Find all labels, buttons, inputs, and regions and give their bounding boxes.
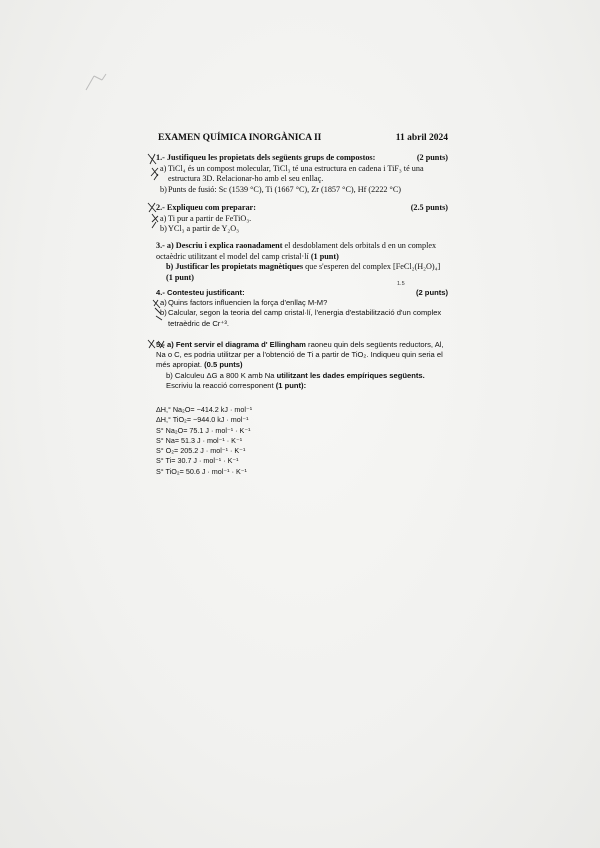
- question-3: [156, 241, 448, 283]
- item-letter: b): [160, 224, 167, 233]
- pen-tick-marks-q4: [150, 296, 168, 322]
- question-5b-text: Calculeu ΔG a 800 K amb Na: [174, 370, 277, 380]
- data-line: ΔH,° TiO₂= −944.0 kJ · mol⁻¹: [156, 415, 249, 425]
- item-text: Calcular, segon la teoria del camp cristal·lí, l'energia d'estabilització d'un complex tetraèdric de Cr⁺³.: [168, 308, 442, 328]
- question-5b-text2: Escriviu la reacció corresponent: [166, 380, 276, 390]
- data-line: S° O₂= 205.2 J · mol⁻¹ · K⁻¹: [156, 446, 246, 456]
- question-3a-points: (1 punt): [310, 251, 339, 261]
- question-1-title: 1.- Justifiqueu les propietats dels següents grups de compostos:: [156, 153, 376, 162]
- exam-title: EXAMEN QUÍMICA INORGÀNICA II: [158, 133, 322, 143]
- question-5b-points: (1 punt):: [275, 380, 307, 390]
- item-letter: b): [160, 308, 167, 318]
- question-1-points: (2 punts): [416, 153, 448, 162]
- question-5a-prefix: 5.- a) Fent servir el diagrama d' Ellingham: [156, 340, 306, 349]
- item-text: TiCl₄ és un compost molecular, TiCl₃ té una estructura en cadena i TiF₃ té una estructura 3D. Relacionar-ho amb el seu enllaç.: [168, 163, 424, 183]
- question-2-title: 2.- Expliqueu com preparar:: [156, 203, 256, 212]
- question-3b-points: (1 punt): [166, 272, 194, 282]
- handwritten-score: 1.5: [397, 281, 405, 287]
- pen-tick-marks-q1: [146, 152, 167, 182]
- question-3b-prefix: b) Justificar les propietats magnètiques: [166, 262, 304, 271]
- pen-tick-marks-q2: [146, 200, 167, 230]
- question-5b-letter: b): [166, 370, 173, 380]
- question-3a-text: el desdoblament dels orbitals d en un complex octaèdric utilitzant el model del camp cristal·lí: [156, 241, 437, 261]
- question-2-points: (2.5 punts): [410, 203, 448, 212]
- data-line: S° Na= 51.3 J · mol⁻¹ · K⁻¹: [156, 435, 243, 445]
- question-5: [156, 340, 448, 391]
- question-5b: [156, 371, 448, 391]
- item-text: YCl₃ a partir de Y₂O₃: [168, 224, 240, 233]
- question-4a: [156, 298, 448, 308]
- exam-header: [158, 133, 448, 143]
- data-line: S° Ti= 30.7 J · mol⁻¹ · K⁻¹: [156, 456, 239, 466]
- question-2a: [156, 214, 448, 225]
- item-text: Ti pur a partir de FeTiO₃.: [168, 213, 252, 223]
- question-2: [156, 203, 448, 235]
- data-line: S° Na₂O= 75.1 J · mol⁻¹ · K⁻¹: [156, 425, 251, 435]
- item-letter: b): [160, 184, 167, 194]
- question-5b-bold: utilitzant les dades empíriques següents.: [276, 370, 425, 380]
- question-5a-text: raoneu quin dels següents reductors, Al, Na o C, es podria utilitzar per a l'obtenció de Ti a partir de TiO₂. Indiqueu quin seria el més apropiat.: [156, 340, 444, 370]
- question-1a: [156, 164, 448, 185]
- pen-tick-marks-q5: [146, 338, 176, 352]
- question-3b: [156, 262, 448, 283]
- question-5a: [156, 340, 448, 371]
- item-letter: a): [160, 163, 167, 173]
- item-text: Quins factors influencien la força d'enllaç M-M?: [168, 298, 328, 308]
- question-3a: [156, 241, 448, 262]
- question-4-points: (2 punts): [415, 288, 448, 297]
- question-3b-text: que s'esperen del complex [FeCl₂(H₂O)₄]: [303, 262, 441, 271]
- data-line: S° TiO₂= 50.6 J · mol⁻¹ · K⁻¹: [156, 466, 247, 476]
- question-1b: [156, 185, 448, 196]
- item-letter: a): [160, 213, 167, 223]
- question-3a-prefix: 3.- a) Descriu i explica raonadament: [156, 241, 283, 250]
- pencil-mark: [82, 70, 112, 94]
- question-5a-points: (0.5 punts): [204, 360, 243, 370]
- question-1: [156, 153, 448, 195]
- question-2b: [156, 224, 448, 235]
- exam-date: 11 abril 2024: [395, 133, 448, 143]
- question-4-title: 4.- Contesteu justificant:: [156, 288, 245, 297]
- thermo-data-list: [156, 405, 252, 477]
- question-4b: [156, 308, 448, 328]
- question-4: [156, 288, 448, 329]
- item-text: Punts de fusió: Sc (1539 °C), Ti (1667 °C), Zr (1857 °C), Hf (2222 °C): [168, 184, 402, 194]
- data-line: ΔH,° Na₂O= −414.2 kJ · mol⁻¹: [156, 405, 253, 414]
- item-letter: a): [160, 298, 167, 308]
